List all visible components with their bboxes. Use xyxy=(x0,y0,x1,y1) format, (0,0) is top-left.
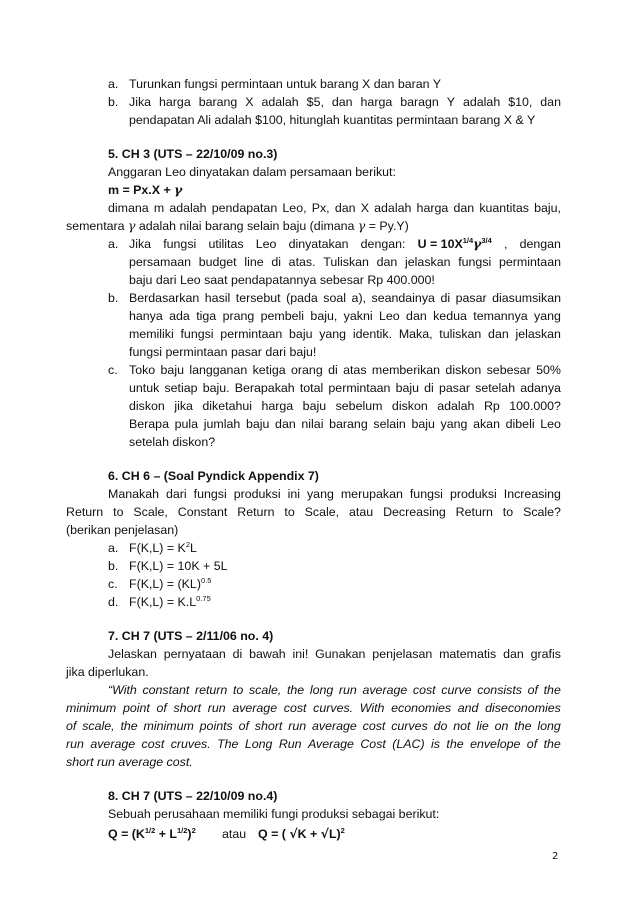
word: jelaskan xyxy=(515,327,561,341)
word: the xyxy=(514,719,532,733)
word: “With xyxy=(108,683,137,697)
word: soal xyxy=(323,291,347,305)
word: With xyxy=(359,701,385,715)
word: tersebut xyxy=(235,291,281,305)
word: The xyxy=(217,737,239,751)
word: Berdasarkan xyxy=(129,291,200,305)
word: curves. xyxy=(313,701,354,715)
word: harga xyxy=(360,95,393,109)
word: of xyxy=(66,719,77,733)
word: Scale, xyxy=(304,505,340,519)
question-5b-line xyxy=(129,292,561,304)
word: of xyxy=(156,701,167,715)
word: selain xyxy=(373,417,406,431)
word: identik. xyxy=(352,327,393,341)
word: 100.000? xyxy=(509,399,561,413)
word: Decreasing xyxy=(383,505,446,519)
word: baju, xyxy=(310,309,338,323)
word: permintaan xyxy=(498,255,561,269)
word: 50% xyxy=(536,363,561,377)
word: Scale, xyxy=(133,505,168,519)
word: line xyxy=(244,255,264,269)
word: pula xyxy=(174,417,199,431)
word: Manakah xyxy=(108,487,159,501)
word: constant xyxy=(142,683,190,697)
word: dan xyxy=(406,309,427,323)
word: cruves. xyxy=(170,737,211,751)
word: Leo xyxy=(540,417,561,431)
word: average xyxy=(311,719,357,733)
word: cost xyxy=(283,701,307,715)
word: X xyxy=(360,201,369,215)
word: harga xyxy=(159,95,191,109)
word: the xyxy=(446,737,464,751)
section-8-heading: 8. CH 7 (UTS – 22/10/09 no.4) xyxy=(108,789,278,803)
word: fungsi xyxy=(409,487,443,501)
word: Scale? xyxy=(523,505,561,519)
question-5c-line xyxy=(129,400,561,412)
word: economies xyxy=(391,701,452,715)
word: untuk xyxy=(129,381,160,395)
word: pasar xyxy=(438,381,470,395)
word: Tuliskan xyxy=(323,255,369,269)
word: $10, xyxy=(508,95,533,109)
word: langganan xyxy=(189,363,248,377)
question-5b-line xyxy=(129,310,561,322)
word: run xyxy=(66,737,84,751)
word: scale, xyxy=(248,683,282,697)
word: Y xyxy=(446,95,456,109)
quote-line xyxy=(66,702,561,714)
section-6-paragraph-line xyxy=(66,506,561,518)
word: jelaskan xyxy=(405,255,451,269)
word: fungsi xyxy=(458,255,492,269)
word: cost xyxy=(412,683,436,697)
page-number: 2 xyxy=(552,851,559,862)
word: long xyxy=(309,683,334,697)
item-marker: b. xyxy=(108,291,119,305)
word: tuliskan xyxy=(439,327,482,341)
item-marker: c. xyxy=(108,577,118,591)
word: the xyxy=(120,719,138,733)
word: adalah xyxy=(374,201,412,215)
section-6-paragraph-line: (berikan penjelasan) xyxy=(66,523,179,537)
word: to xyxy=(113,505,124,519)
word: is xyxy=(431,737,440,751)
word: average xyxy=(232,701,278,715)
word: not xyxy=(453,719,471,733)
word: dan xyxy=(331,95,353,109)
word: jumlah xyxy=(203,417,241,431)
section-5-intro: Anggaran Leo dinyatakan dalam persamaan berikut: xyxy=(108,165,396,179)
word: dan xyxy=(540,95,561,109)
word: bawah xyxy=(249,647,286,661)
word: Return xyxy=(455,505,493,519)
question-b-line xyxy=(129,96,561,108)
word: memberikan xyxy=(371,363,441,377)
question-5c-line xyxy=(129,364,561,376)
word: minimum xyxy=(143,719,194,733)
word: cost xyxy=(362,719,386,733)
word: dan xyxy=(376,255,398,269)
item-marker: b. xyxy=(108,559,119,573)
word: atas xyxy=(343,363,367,377)
production-function: $F(K,L) = K.L^{0.75}$ xyxy=(129,594,211,609)
question-b-line: pendapatan Ali adalah $100, hitunglah kuantitas permintaan barang X & Y xyxy=(129,113,536,127)
word: baju xyxy=(395,381,419,395)
word: ada xyxy=(169,309,190,323)
word: tiga xyxy=(196,309,217,323)
word: baju xyxy=(289,327,313,341)
word: harga xyxy=(416,201,449,215)
word: a), xyxy=(351,291,367,305)
word: Toko xyxy=(129,363,156,377)
item-marker: a. xyxy=(108,541,119,555)
word: diskon xyxy=(445,363,482,377)
word: dimana xyxy=(108,201,149,215)
word: Berapakah xyxy=(234,381,295,395)
word: hasil xyxy=(204,291,231,305)
word: baju xyxy=(245,417,270,431)
word: yang xyxy=(319,327,347,341)
word: barang xyxy=(329,417,368,431)
word: run xyxy=(338,683,357,697)
word: di xyxy=(424,381,434,395)
question-5a-line: Jika fungsi utilitas Leo dinyatakan dengan: $U = 10X^{1/4}\gamma^{3/4}$ , dengan xyxy=(129,236,561,251)
word: prang xyxy=(222,309,255,323)
word: do xyxy=(433,719,448,733)
word: persamaan xyxy=(129,255,191,269)
word: baju. xyxy=(202,381,230,395)
word: diskon xyxy=(391,399,428,413)
section-5-heading: 5. CH 3 (UTS – 22/10/09 no.3) xyxy=(108,147,278,161)
word: the xyxy=(286,683,305,697)
word: (pada xyxy=(286,291,318,305)
word: the xyxy=(543,737,561,751)
word: dan xyxy=(275,417,296,431)
word: barang xyxy=(198,95,238,109)
word: sebesar xyxy=(486,363,531,377)
word: average xyxy=(362,683,408,697)
word: curves xyxy=(391,719,428,733)
word: ketiga xyxy=(252,363,286,377)
budget-equation: m = Px.X + γ xyxy=(108,182,183,197)
word: penjelasan xyxy=(372,647,433,661)
word: kuantitas xyxy=(479,201,529,215)
word: to xyxy=(502,505,514,519)
word: Px, xyxy=(311,201,330,215)
word: Long xyxy=(244,737,273,751)
section-7-paragraph-line: jika diperlukan. xyxy=(66,665,149,679)
word: merupakan xyxy=(340,487,403,501)
word: lie xyxy=(476,719,489,733)
section-6-heading: 6. CH 6 – (Soal Pyndick Appendix 7) xyxy=(108,469,319,483)
section-7-heading: 7. CH 7 (UTS – 2/11/06 no. 4) xyxy=(108,629,274,643)
word: Jika xyxy=(129,95,152,109)
word: on xyxy=(494,719,509,733)
word: di xyxy=(440,291,451,305)
question-5a-line: baju dari Leo saat pendapatannya sebesar Rp 400.000! xyxy=(129,273,435,287)
word: Increasing xyxy=(503,487,561,501)
word: temannya xyxy=(473,309,528,323)
word: short xyxy=(173,701,202,715)
production-function: F(K,L) = (KL)$^{0.5}$ xyxy=(129,576,212,591)
definition-line xyxy=(108,202,561,214)
quote-line xyxy=(66,738,561,750)
word: pernyataan xyxy=(163,647,226,661)
item-marker: c. xyxy=(108,363,118,377)
word: pasar xyxy=(455,291,487,305)
word: ini! xyxy=(292,647,309,661)
word: sebelum xyxy=(335,399,383,413)
word: atau xyxy=(349,505,374,519)
word: dan xyxy=(503,647,524,661)
word: points xyxy=(199,719,233,733)
question-5a-line xyxy=(129,256,561,268)
word: baragn xyxy=(400,95,439,109)
word: and xyxy=(457,701,479,715)
word: dan xyxy=(488,327,509,341)
word: Cost xyxy=(360,737,386,751)
word: of xyxy=(526,737,538,751)
item-marker: a. xyxy=(108,77,119,91)
word: yang xyxy=(440,417,468,431)
section-7-paragraph-line xyxy=(108,648,561,660)
question-5c-line: setelah diskon? xyxy=(129,435,216,449)
production-formula-1: $Q = (K^{1/2} + L^{1/2})^2$ xyxy=(108,826,196,841)
word: Berapa xyxy=(129,417,169,431)
production-formula-2: Q = ( √K + √L)$^2$ xyxy=(258,826,345,841)
word: orang xyxy=(291,363,323,377)
word: to xyxy=(232,683,244,697)
word: pendapatan xyxy=(211,201,278,215)
word: $5, xyxy=(306,95,324,109)
word: average xyxy=(90,737,136,751)
production-function: $F(K,L) = K^2L$ xyxy=(129,540,197,555)
word: of xyxy=(238,719,249,733)
word: grafis xyxy=(530,647,561,661)
formula-connector: atau xyxy=(222,827,247,841)
word: to xyxy=(284,505,295,519)
word: akan xyxy=(473,417,500,431)
word: adalah xyxy=(437,399,475,413)
word: dan xyxy=(334,201,356,215)
word: of xyxy=(527,683,538,697)
question-a-text: Turunkan fungsi permintaan untuk barang X dan baran Y xyxy=(129,77,442,91)
item-marker: d. xyxy=(108,595,119,609)
word: Maka, xyxy=(398,327,433,341)
word: pembeli xyxy=(260,309,305,323)
word: total xyxy=(299,381,324,395)
word: baju, xyxy=(534,201,561,215)
word: Constant xyxy=(177,505,228,519)
production-function: F(K,L) = 10K + 5L xyxy=(129,559,228,573)
word: fungsi xyxy=(193,487,227,501)
word: harga xyxy=(261,399,294,413)
word: di xyxy=(232,647,243,661)
word: dari xyxy=(165,487,187,501)
definition-line: sementara γ adalah nilai barang selain baju (dimana γ = Py.Y) xyxy=(66,218,409,233)
word: point xyxy=(122,701,150,715)
section-8-intro: Sebuah perusahaan memiliki fungi produksi sebagai berikut: xyxy=(108,807,440,821)
word: memiliki xyxy=(129,327,174,341)
word: matematis xyxy=(439,647,497,661)
word: produksi xyxy=(233,487,281,501)
word: Average xyxy=(308,737,354,751)
word: diskon xyxy=(129,399,165,413)
word: Gunakan xyxy=(315,647,366,661)
question-5b-line xyxy=(129,328,561,340)
word: adanya xyxy=(520,381,561,395)
word: Leo xyxy=(378,309,400,323)
word: fungsi xyxy=(180,327,214,341)
word: Leo, xyxy=(282,201,307,215)
word: diasumsikan xyxy=(492,291,561,305)
word: scale, xyxy=(82,719,115,733)
quote-line xyxy=(108,684,561,696)
word: consists xyxy=(477,683,522,697)
word: curve xyxy=(441,683,472,697)
word: run xyxy=(288,719,307,733)
word: the xyxy=(543,683,561,697)
word: diseconomies xyxy=(485,701,561,715)
word: adalah xyxy=(463,95,501,109)
question-5c-line xyxy=(129,418,561,430)
word: permintaan xyxy=(328,381,391,395)
item-marker: a. xyxy=(108,237,119,251)
word: cost xyxy=(141,737,165,751)
word: dan xyxy=(453,201,475,215)
word: yakni xyxy=(343,309,373,323)
word: jika xyxy=(174,399,193,413)
word: baju xyxy=(411,417,435,431)
word: di xyxy=(328,363,338,377)
word: yang xyxy=(534,309,561,323)
word: Rp xyxy=(483,399,500,413)
question-5c-line xyxy=(129,382,561,394)
word: adalah xyxy=(169,201,207,215)
word: Run xyxy=(278,737,302,751)
item-marker: b. xyxy=(108,95,119,109)
word: diketahui xyxy=(202,399,252,413)
word: yang xyxy=(306,487,334,501)
word: ini xyxy=(287,487,300,501)
word: nilai xyxy=(301,417,324,431)
word: adalah xyxy=(261,95,299,109)
word: Return xyxy=(237,505,275,519)
word: long xyxy=(537,719,561,733)
word: kedua xyxy=(433,309,467,323)
word: run xyxy=(207,701,226,715)
word: setiap xyxy=(164,381,198,395)
word: envelope xyxy=(470,737,521,751)
word: Return xyxy=(66,505,104,519)
word: m xyxy=(153,201,165,215)
word: hanya xyxy=(129,309,163,323)
word: seandainya xyxy=(371,291,435,305)
word: minimum xyxy=(66,701,117,715)
word: di xyxy=(271,255,281,269)
word: setelah xyxy=(475,381,516,395)
word: (LAC) xyxy=(392,737,425,751)
word: return xyxy=(194,683,228,697)
word: X xyxy=(245,95,254,109)
quote-line: short run average cost. xyxy=(66,755,193,769)
question-5b-line: fungsi permintaan pasar dari baju! xyxy=(129,345,317,359)
word: dibeli xyxy=(505,417,535,431)
word: baju xyxy=(302,399,327,413)
word: produksi xyxy=(449,487,497,501)
word: Jelaskan xyxy=(108,647,157,661)
word: baju xyxy=(160,363,184,377)
quote-line xyxy=(66,720,561,732)
word: permintaan xyxy=(220,327,283,341)
section-6-paragraph-line xyxy=(108,488,561,500)
word: atas. xyxy=(288,255,316,269)
word: budget xyxy=(198,255,237,269)
word: short xyxy=(254,719,283,733)
